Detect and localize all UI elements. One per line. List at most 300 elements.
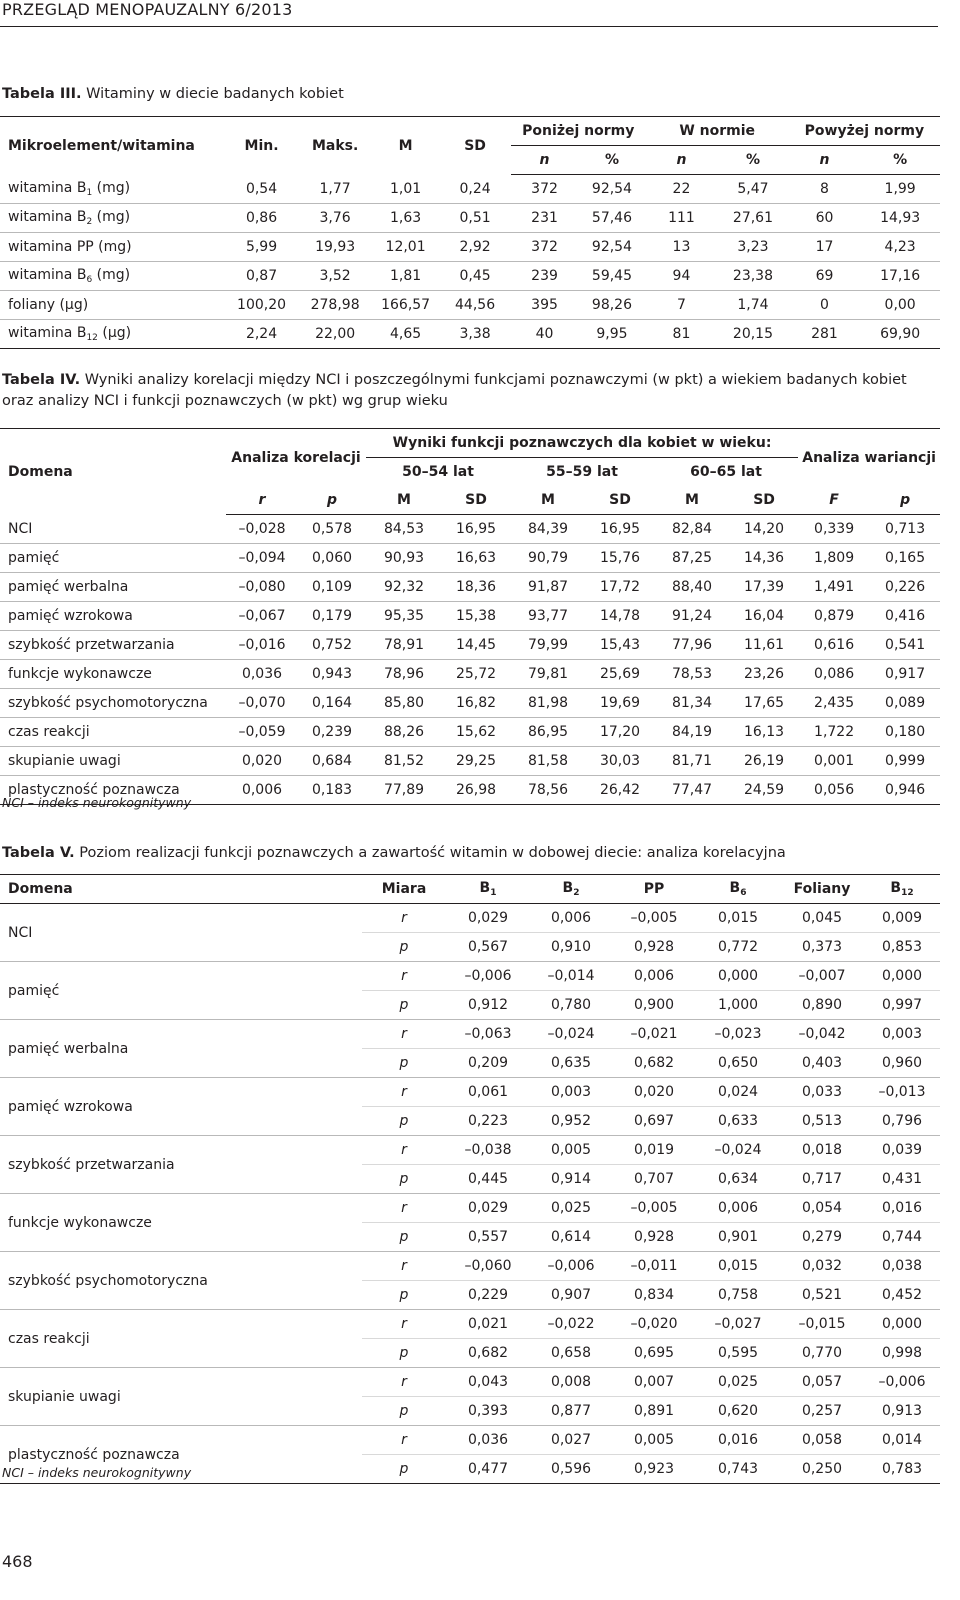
table-cell: –0,013 — [864, 1078, 940, 1107]
row-label — [0, 233, 225, 262]
table-row — [0, 573, 940, 602]
table-cell: 0,001 — [798, 747, 870, 776]
col-header-r: r — [226, 486, 298, 515]
row-label: pamięć werbalna — [0, 1020, 362, 1078]
table-cell: 0,557 — [446, 1223, 530, 1252]
table-cell: 14,78 — [586, 602, 654, 631]
table-row — [0, 291, 940, 320]
measure-p: p — [362, 1049, 446, 1078]
table-cell: 23,38 — [717, 262, 789, 291]
table-cell: 0,614 — [530, 1223, 612, 1252]
table-cell: 0,596 — [530, 1455, 612, 1484]
table-cell: 0,913 — [864, 1397, 940, 1426]
b12-subscript: 12 — [901, 888, 914, 898]
table-cell: 77,89 — [366, 776, 442, 805]
table-cell: –0,038 — [446, 1136, 530, 1165]
table-cell: 93,77 — [510, 602, 586, 631]
col-header-variance: Analiza wariancji — [798, 429, 940, 487]
table-cell: 0,005 — [612, 1426, 696, 1455]
table-cell: 1,99 — [860, 175, 940, 204]
table-cell: 40 — [511, 320, 578, 349]
table-cell: 0,578 — [298, 515, 366, 544]
row-label-name: witamina B — [8, 267, 87, 283]
table-cell: 78,53 — [654, 660, 730, 689]
table-cell: 0,567 — [446, 933, 530, 962]
table-cell: 0,089 — [870, 689, 940, 718]
table-cell: 0,416 — [870, 602, 940, 631]
table-cell: –0,080 — [226, 573, 298, 602]
table-cell: 0,901 — [696, 1223, 780, 1252]
col-header-p: p — [298, 486, 366, 515]
table-cell: 278,98 — [298, 291, 372, 320]
table-cell: 0,016 — [864, 1194, 940, 1223]
row-label: NCI — [0, 904, 362, 962]
table-cell: 0,595 — [696, 1339, 780, 1368]
table-cell: 17,72 — [586, 573, 654, 602]
col-header-measure: Miara — [362, 875, 446, 904]
col-header-min: Min. — [225, 117, 299, 175]
table-cell: 0,060 — [298, 544, 366, 573]
table-cell: 3,38 — [439, 320, 511, 349]
col-header-n: n — [789, 146, 861, 175]
table-cell: –0,006 — [446, 962, 530, 991]
row-label-name: foliany (µg) — [8, 297, 89, 313]
table-cell: 7 — [646, 291, 718, 320]
table-row — [0, 904, 940, 933]
table-cell: 0,020 — [612, 1078, 696, 1107]
table-row — [0, 718, 940, 747]
table-cell: 0,772 — [696, 933, 780, 962]
col-header-folate: Foliany — [780, 875, 864, 904]
table-cell: 81,58 — [510, 747, 586, 776]
table-cell: 0,007 — [612, 1368, 696, 1397]
table-cell: 27,61 — [717, 204, 789, 233]
measure-p: p — [362, 1455, 446, 1484]
table-cell: 11,61 — [730, 631, 798, 660]
table-cell: 0,45 — [439, 262, 511, 291]
table-cell: 1,722 — [798, 718, 870, 747]
table-cell: 281 — [789, 320, 861, 349]
row-label-name: witamina B — [8, 179, 87, 196]
table-cell: 0,445 — [446, 1165, 530, 1194]
table-cell: 77,96 — [654, 631, 730, 660]
table-cell: 0,650 — [696, 1049, 780, 1078]
row-label-subscript: 12 — [86, 333, 98, 343]
col-header-above-norm: Powyżej normy — [789, 117, 940, 146]
table-cell: 0,634 — [696, 1165, 780, 1194]
table-cell: –0,015 — [780, 1310, 864, 1339]
table-cell: 59,45 — [578, 262, 645, 291]
table-cell: 14,20 — [730, 515, 798, 544]
table-cell: 0,029 — [446, 1194, 530, 1223]
table-cell: 0,697 — [612, 1107, 696, 1136]
row-label-name: witamina B — [8, 325, 87, 341]
table3-title: Witaminy w diecie badanych kobiet — [81, 86, 344, 102]
row-label: szybkość przetwarzania — [0, 631, 226, 660]
table-cell: 3,76 — [298, 204, 372, 233]
row-label: czas reakcji — [0, 718, 226, 747]
table5-title: Poziom realizacji funkcji poznawczych a zawartość witamin w dobowej diecie: analiza korelacyjna — [74, 845, 786, 861]
table-cell: 0,923 — [612, 1455, 696, 1484]
table-cell: 26,42 — [586, 776, 654, 805]
col-header-sd: SD — [439, 117, 511, 175]
col-header-n: n — [646, 146, 718, 175]
table-cell: 2,92 — [439, 233, 511, 262]
table-cell: 2,24 — [225, 320, 299, 349]
table-cell: 0,796 — [864, 1107, 940, 1136]
table-cell: 0,179 — [298, 602, 366, 631]
table-cell: 16,82 — [442, 689, 510, 718]
table-cell: 0,54 — [225, 175, 299, 204]
table-cell: 24,59 — [730, 776, 798, 805]
table-cell: 0,058 — [780, 1426, 864, 1455]
table-row — [0, 1426, 940, 1455]
table-cell: 0,998 — [864, 1339, 940, 1368]
col-header-within-norm: W normie — [646, 117, 789, 146]
table-cell: 17,16 — [860, 262, 940, 291]
row-label: szybkość psychomotoryczna — [0, 689, 226, 718]
table-cell: 0,029 — [446, 904, 530, 933]
table-cell: 84,19 — [654, 718, 730, 747]
table-cell: 0,914 — [530, 1165, 612, 1194]
table-cell: 3,52 — [298, 262, 372, 291]
table-cell: 1,809 — [798, 544, 870, 573]
col-header-age-50-54: 50–54 lat — [402, 464, 474, 480]
table-cell: –0,021 — [612, 1020, 696, 1049]
table-cell: 0,015 — [696, 904, 780, 933]
table-cell: 14,36 — [730, 544, 798, 573]
table-row — [0, 1310, 940, 1339]
table-cell: 1,01 — [372, 175, 439, 204]
table-cell: 0,912 — [446, 991, 530, 1020]
col-header-age-60-65: 60–65 lat — [690, 464, 762, 480]
table-cell: 0,165 — [870, 544, 940, 573]
table-cell: 0,054 — [780, 1194, 864, 1223]
table-cell: 111 — [646, 204, 718, 233]
table-cell: 94 — [646, 262, 718, 291]
table-cell: 16,63 — [442, 544, 510, 573]
table5 — [0, 874, 940, 1484]
table-cell: 2,435 — [798, 689, 870, 718]
table-cell: 0,620 — [696, 1397, 780, 1426]
b2-subscript: 2 — [573, 888, 580, 898]
table-cell: 0,038 — [864, 1252, 940, 1281]
table-cell: 0,682 — [612, 1049, 696, 1078]
table-row — [0, 262, 940, 291]
table-cell: 0,257 — [780, 1397, 864, 1426]
table-cell: 372 — [511, 175, 578, 204]
table-cell: 0,403 — [780, 1049, 864, 1078]
measure-p: p — [362, 1281, 446, 1310]
table-cell: 17,39 — [730, 573, 798, 602]
col-header-b12 — [864, 875, 940, 904]
table-cell: 0,943 — [298, 660, 366, 689]
row-label — [0, 175, 225, 204]
table-cell: –0,016 — [226, 631, 298, 660]
row-label: szybkość psychomotoryczna — [0, 1252, 362, 1310]
col-header-pp: PP — [612, 875, 696, 904]
table-cell: 5,99 — [225, 233, 299, 262]
table-cell: 0,000 — [864, 1310, 940, 1339]
row-label: skupianie uwagi — [0, 747, 226, 776]
table-cell: 92,32 — [366, 573, 442, 602]
table-cell: 0,900 — [612, 991, 696, 1020]
table-cell: –0,063 — [446, 1020, 530, 1049]
table-cell: 77,47 — [654, 776, 730, 805]
table-cell: 0,635 — [530, 1049, 612, 1078]
measure-r: r — [362, 904, 446, 933]
row-label: pamięć — [0, 544, 226, 573]
table-cell: 0,393 — [446, 1397, 530, 1426]
table-cell: 166,57 — [372, 291, 439, 320]
table-cell: 15,38 — [442, 602, 510, 631]
row-label: NCI — [0, 515, 226, 544]
b2-letter: B — [562, 880, 574, 896]
table-cell: 0,86 — [225, 204, 299, 233]
table-cell: 0,239 — [298, 718, 366, 747]
table-cell: 81,34 — [654, 689, 730, 718]
table-cell: 0,743 — [696, 1455, 780, 1484]
col-header-element: Mikroelement/witamina — [0, 117, 225, 175]
table-cell: –0,060 — [446, 1252, 530, 1281]
table-cell: 0,015 — [696, 1252, 780, 1281]
table-cell: 69,90 — [860, 320, 940, 349]
table-cell: –0,005 — [612, 904, 696, 933]
table-row — [0, 1368, 940, 1397]
col-header-sd: SD — [586, 486, 654, 515]
table-cell: 0,024 — [696, 1078, 780, 1107]
table-cell: 0,770 — [780, 1339, 864, 1368]
table-cell: 239 — [511, 262, 578, 291]
table-cell: 95,35 — [366, 602, 442, 631]
table-cell: 19,93 — [298, 233, 372, 262]
table-row — [0, 962, 940, 991]
col-header-correlation: Analiza korelacji — [226, 429, 366, 487]
table-row — [0, 175, 940, 204]
table-cell: 16,95 — [442, 515, 510, 544]
table4-label: Tabela IV. — [2, 372, 81, 388]
col-header-below-norm: Poniżej normy — [511, 117, 646, 146]
table-cell: 0,684 — [298, 747, 366, 776]
table-cell: 0,003 — [530, 1078, 612, 1107]
table-cell: 0,008 — [530, 1368, 612, 1397]
header-rule — [0, 26, 938, 27]
col-header-pct: % — [717, 146, 789, 175]
table-cell: –0,014 — [530, 962, 612, 991]
table-cell: 90,79 — [510, 544, 586, 573]
table-cell: 0,045 — [780, 904, 864, 933]
table-cell: 78,96 — [366, 660, 442, 689]
table-cell: 0,006 — [530, 904, 612, 933]
table-cell: 78,91 — [366, 631, 442, 660]
row-label-subscript: 6 — [86, 275, 93, 285]
table-cell: –0,011 — [612, 1252, 696, 1281]
table-cell: 16,13 — [730, 718, 798, 747]
table-cell: 14,45 — [442, 631, 510, 660]
table-row — [0, 1078, 940, 1107]
table4-body — [0, 515, 940, 805]
table-cell: 0,952 — [530, 1107, 612, 1136]
table-cell: 0,541 — [870, 631, 940, 660]
row-label: pamięć werbalna — [0, 573, 226, 602]
measure-r: r — [362, 1368, 446, 1397]
table-cell: 0,928 — [612, 933, 696, 962]
table-cell: 0,853 — [864, 933, 940, 962]
col-header-m: M — [654, 486, 730, 515]
table-cell: 26,98 — [442, 776, 510, 805]
table-cell: 0,879 — [798, 602, 870, 631]
table-cell: 19,69 — [586, 689, 654, 718]
col-header-pct: % — [578, 146, 645, 175]
table-cell: 30,03 — [586, 747, 654, 776]
table5-label: Tabela V. — [2, 845, 75, 861]
table-cell: 3,23 — [717, 233, 789, 262]
table-cell: –0,024 — [696, 1136, 780, 1165]
table-cell: 0,164 — [298, 689, 366, 718]
table-cell: 91,87 — [510, 573, 586, 602]
table-cell: –0,042 — [780, 1020, 864, 1049]
table-cell: 5,47 — [717, 175, 789, 204]
table-cell: 81 — [646, 320, 718, 349]
table-cell: 98,26 — [578, 291, 645, 320]
table-cell: 0,032 — [780, 1252, 864, 1281]
b1-letter: B — [479, 880, 491, 896]
row-label-subscript: 1 — [86, 187, 93, 198]
table-cell: 8 — [789, 175, 861, 204]
table-cell: 25,69 — [586, 660, 654, 689]
table-cell: 26,19 — [730, 747, 798, 776]
table-cell: 0,025 — [530, 1194, 612, 1223]
table-cell: 84,39 — [510, 515, 586, 544]
table-cell: 85,80 — [366, 689, 442, 718]
b6-subscript: 6 — [740, 888, 747, 898]
table-cell: 0,910 — [530, 933, 612, 962]
table-row — [0, 1136, 940, 1165]
table-cell: 0,025 — [696, 1368, 780, 1397]
table-cell: 0,783 — [864, 1455, 940, 1484]
table-row — [0, 1194, 940, 1223]
table-cell: 17 — [789, 233, 861, 262]
table-cell: 22,00 — [298, 320, 372, 349]
row-label: plastyczność poznawcza — [0, 776, 226, 805]
table-cell: 9,95 — [578, 320, 645, 349]
table-cell: 100,20 — [225, 291, 299, 320]
table-cell: 84,53 — [366, 515, 442, 544]
table-cell: 0,229 — [446, 1281, 530, 1310]
table-cell: 15,62 — [442, 718, 510, 747]
table-cell: –0,005 — [612, 1194, 696, 1223]
col-header-domain: Domena — [0, 429, 226, 515]
measure-r: r — [362, 1020, 446, 1049]
table3-body — [0, 175, 940, 349]
table-cell: 0,431 — [864, 1165, 940, 1194]
table-cell: 0,250 — [780, 1455, 864, 1484]
table-cell: 0,036 — [446, 1426, 530, 1455]
table-cell: –0,059 — [226, 718, 298, 747]
row-label: czas reakcji — [0, 1310, 362, 1368]
table-cell: 0,086 — [798, 660, 870, 689]
table-cell: 0,020 — [226, 747, 298, 776]
b6-letter: B — [729, 880, 741, 896]
table-cell: 0,226 — [870, 573, 940, 602]
measure-p: p — [362, 1165, 446, 1194]
table-cell: 0,452 — [864, 1281, 940, 1310]
table-cell: 13 — [646, 233, 718, 262]
row-label: plastyczność poznawcza — [0, 1426, 362, 1484]
table-cell: 0,834 — [612, 1281, 696, 1310]
table-row — [0, 320, 940, 349]
table-cell: 0,018 — [780, 1136, 864, 1165]
table-cell: 16,95 — [586, 515, 654, 544]
b12-letter: B — [890, 880, 902, 896]
table-cell: 87,25 — [654, 544, 730, 573]
table-cell: –0,020 — [612, 1310, 696, 1339]
table-row — [0, 204, 940, 233]
row-label — [0, 291, 225, 320]
row-label: funkcje wykonawcze — [0, 660, 226, 689]
measure-p: p — [362, 933, 446, 962]
page-number: 468 — [2, 1552, 33, 1571]
row-label-unit: (mg) — [92, 267, 131, 283]
table5-note: NCI – indeks neurokognitywny — [2, 1465, 192, 1480]
col-header-domain: Domena — [0, 875, 362, 904]
table-row — [0, 544, 940, 573]
col-header-results: Wyniki funkcji poznawczych dla kobiet w wieku: — [366, 429, 798, 458]
table-row — [0, 747, 940, 776]
table-cell: 0,036 — [226, 660, 298, 689]
table-cell: 16,04 — [730, 602, 798, 631]
measure-r: r — [362, 1078, 446, 1107]
table-cell: 0,021 — [446, 1310, 530, 1339]
table-cell: 22 — [646, 175, 718, 204]
table-cell: 0,999 — [870, 747, 940, 776]
table-cell: 81,52 — [366, 747, 442, 776]
measure-p: p — [362, 991, 446, 1020]
table-cell: 0,033 — [780, 1078, 864, 1107]
table-cell: 17,65 — [730, 689, 798, 718]
col-header-b2 — [530, 875, 612, 904]
table-cell: 0,707 — [612, 1165, 696, 1194]
table-cell: 0,633 — [696, 1107, 780, 1136]
table-cell: 12,01 — [372, 233, 439, 262]
table-cell: 0,928 — [612, 1223, 696, 1252]
table-cell: 0,180 — [870, 718, 940, 747]
table-cell: 0,477 — [446, 1455, 530, 1484]
table-row — [0, 631, 940, 660]
measure-r: r — [362, 1426, 446, 1455]
col-header-pct: % — [860, 146, 940, 175]
row-label-unit: (mg) — [92, 209, 131, 225]
table5-body — [0, 904, 940, 1484]
table-cell: 0,521 — [780, 1281, 864, 1310]
col-header-b6 — [696, 875, 780, 904]
table-cell: 0,043 — [446, 1368, 530, 1397]
table-cell: 1,81 — [372, 262, 439, 291]
table3-label: Tabela III. — [2, 86, 82, 102]
table-cell: 0,005 — [530, 1136, 612, 1165]
table-row — [0, 602, 940, 631]
table-row — [0, 515, 940, 544]
row-label-name: witamina PP (mg) — [8, 239, 132, 255]
table-cell: 231 — [511, 204, 578, 233]
table-cell: 25,72 — [442, 660, 510, 689]
table-cell: 0,006 — [696, 1194, 780, 1223]
measure-r: r — [362, 1136, 446, 1165]
table-cell: 1,77 — [298, 175, 372, 204]
table-cell: 0,209 — [446, 1049, 530, 1078]
table-cell: –0,023 — [696, 1020, 780, 1049]
table-cell: 79,81 — [510, 660, 586, 689]
